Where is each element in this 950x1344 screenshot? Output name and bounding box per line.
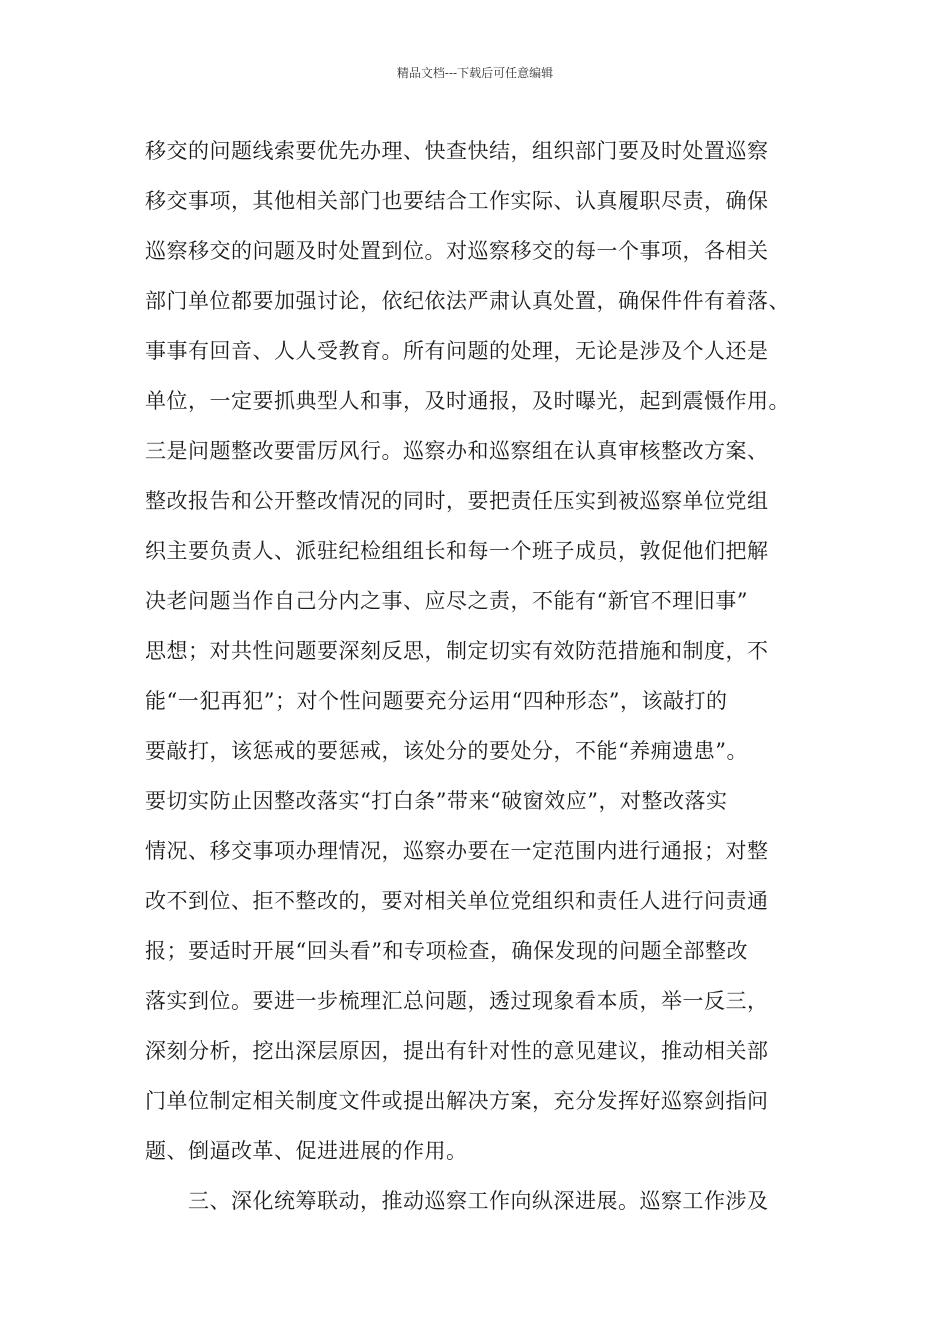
- text-line: 改不到位、拒不整改的，要对相关单位党组织和责任人进行问责通: [145, 889, 769, 913]
- text-line: 深刻分析，挖出深层原因，提出有针对性的意见建议，推动相关部: [145, 1039, 769, 1063]
- page-header: 精品文档---下载后可任意编辑: [396, 66, 554, 80]
- text-line: 要敲打，该惩戒的要惩戒，该处分的要处分，不能“养痈遗患”。: [145, 739, 748, 763]
- text-line: 单位，一定要抓典型人和事，及时通报，及时曝光，起到震慑作用。: [145, 389, 790, 413]
- text-line: 能“一犯再犯”；对个性问题要充分运用“四种形态”，该敲打的: [145, 689, 728, 713]
- text-line: 织主要负责人、派驻纪检组组长和每一个班子成员，敦促他们把解: [145, 539, 769, 563]
- paragraph-first-line: 三、深化统筹联动，推动巡察工作向纵深进展。巡察工作涉及: [188, 1189, 769, 1213]
- text-line: 思想；对共性问题要深刻反思，制定切实有效防范措施和制度，不: [145, 639, 769, 663]
- text-line: 巡察移交的问题及时处置到位。对巡察移交的每一个事项，各相关: [145, 239, 769, 263]
- text-line: 移交事项，其他相关部门也要结合工作实际、认真履职尽责，确保: [145, 189, 769, 213]
- text-line: 决老问题当作自己分内之事、应尽之责，不能有“新官不理旧事”: [145, 589, 748, 613]
- text-line: 情况、移交事项办理情况，巡察办要在一定范围内进行通报；对整: [145, 839, 769, 863]
- text-line: 移交的问题线索要优先办理、快查快结，组织部门要及时处置巡察: [145, 139, 769, 163]
- text-line: 部门单位都要加强讨论，依纪依法严肃认真处置，确保件件有着落、: [145, 289, 790, 313]
- text-line: 整改报告和公开整改情况的同时，要把责任压实到被巡察单位党组: [145, 489, 769, 513]
- text-line: 报；要适时开展“回头看”和专项检查，确保发现的问题全部整改: [145, 939, 748, 963]
- text-line: 题、倒逼改革、促进进展的作用。: [145, 1139, 468, 1163]
- document-body: [145, 126, 825, 1226]
- text-line: 要切实防止因整改落实“打白条”带来“破窗效应”，对整改落实: [145, 789, 728, 813]
- text-line: 事事有回音、人人受教育。所有问题的处理，无论是涉及个人还是: [145, 339, 769, 363]
- text-line: 门单位制定相关制度文件或提出解决方案，充分发挥好巡察剑指问: [145, 1089, 769, 1113]
- text-line: 三是问题整改要雷厉风行。巡察办和巡察组在认真审核整改方案、: [145, 439, 769, 463]
- text-line: 落实到位。要进一步梳理汇总问题，透过现象看本质，举一反三，: [145, 989, 769, 1013]
